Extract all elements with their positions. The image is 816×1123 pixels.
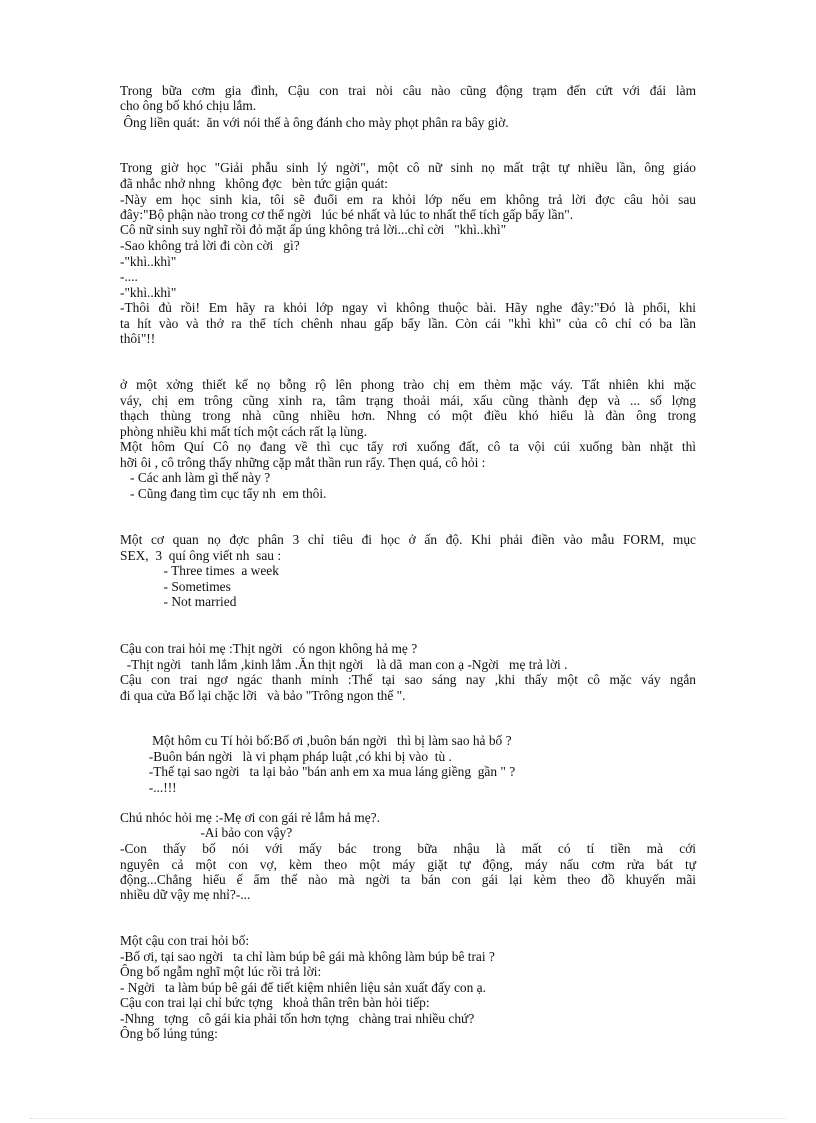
- text-line: phòng nhiều khi mất tích một cách rất lạ lùng.: [120, 424, 367, 439]
- text-line: đã nhắc nhở nhng không đợc bèn tức giận quát:: [120, 176, 388, 191]
- text-line: -Bố ơi, tại sao ngời ta chỉ làm búp bê gái mà không làm búp bê trai ?: [120, 949, 495, 964]
- text-line: đây:"Bộ phận nào trong cơ thể ngời lúc bé nhất và lúc to nhất thể tích gấp bẩy lần".: [120, 207, 574, 222]
- text-line: Một hôm cu Tí hỏi bố:Bố ơi ,buôn bán ngời thì bị làm sao hả bố ?: [132, 733, 512, 748]
- text-line: -...!!!: [132, 780, 177, 795]
- text-line: Ông liền quát: ăn với nói thế à ông đánh cho mày phọt phân ra bây giờ.: [120, 115, 509, 130]
- text-line: -Thịt ngời tanh lắm ,kinh lắm .Ăn thịt ngời là dã man con ạ -Ngời mẹ trả lời .: [120, 657, 568, 672]
- text-line: - Three times a week: [120, 563, 279, 578]
- text-line: Một hôm Quí Cô nọ đang về thì cục tẩy rơi xuống đất, cô ta vội cúi xuống bàn nhặt thì: [120, 439, 696, 454]
- text-line: -Con thấy bố nói với mấy bác trong bữa nhậu là mất có tí tiền mà cới: [120, 841, 696, 856]
- text-line: Ông bố lúng túng:: [120, 1026, 218, 1041]
- text-line: - Các anh làm gì thế này ?: [120, 470, 271, 485]
- text-line: thôi"!!: [120, 331, 156, 346]
- text-line: - Sometimes: [120, 579, 231, 594]
- text-line: thạch thùng trong nhà cũng nhiều hơn. Nhng có một điều khó hiểu là đàn ông trong: [120, 408, 696, 423]
- text-line: đi qua cửa Bố lại chặc lỡi và bảo "Trông ngon thế ".: [120, 688, 406, 703]
- text-line: Cô nữ sinh suy nghĩ rồi đỏ mặt ấp úng không trả lời...chỉ cời "khì..khì": [120, 222, 507, 237]
- text-line: -"khì..khì": [120, 285, 177, 300]
- text-line: Một cậu con trai hỏi bố:: [120, 933, 250, 948]
- text-line: Cậu con trai lại chỉ bức tợng khoả thân trên bàn hỏi tiếp:: [120, 995, 430, 1010]
- text-line: Trong bữa cơm gia đình, Cậu con trai nòi câu nào cũng động trạm đến cứt với đái làm: [120, 83, 696, 98]
- text-line: cho ông bố khó chịu lắm.: [120, 98, 257, 113]
- text-line: Cậu con trai ngơ ngác thanh minh :Thế tại sao sáng nay ,khi thấy một cô mặc váy ngắn: [120, 672, 696, 687]
- text-line: -Sao không trả lời đi còn cời gì?: [120, 238, 300, 253]
- text-line: -Này em học sinh kia, tôi sẽ đuổi em ra khỏi lớp nếu em không trả lời đợc câu hỏi sau: [120, 192, 696, 207]
- text-line: động...Chẳng hiểu ế ẩm thế nào mà ngời ta bán con gái lại kèm theo đồ khuyến mãi: [120, 872, 696, 887]
- text-line: - Ngời ta làm búp bê gái để tiết kiệm nhiên liệu sản xuất đấy con ạ.: [120, 980, 486, 995]
- text-line: -Ai bảo con vậy?: [120, 825, 293, 840]
- text-line: -Buôn bán ngời là vi phạm pháp luật ,có khi bị vào tù .: [132, 749, 452, 764]
- text-line: - Not married: [120, 594, 237, 609]
- text-line: Chú nhóc hỏi mẹ :-Mẹ ơi con gái rẻ lắm hả mẹ?.: [120, 810, 380, 825]
- text-line: -Thế tại sao ngời ta lại bảo "bán anh em xa mua láng giềng gần " ?: [132, 764, 516, 779]
- text-line: Ông bố ngẫm nghĩ một lúc rồi trả lời:: [120, 964, 322, 979]
- text-line: ta hít vào và thở ra thể tích chênh nhau gấp bẩy lần. Còn cái "khì khì" của cô chỉ có ba lần: [120, 316, 696, 331]
- text-line: - Cũng đang tìm cục tẩy nh em thôi.: [120, 486, 327, 501]
- text-line: Một cơ quan nọ đợc phân 3 chỉ tiêu đi học ở ấn độ. Khi phải điền vào mẫu FORM, mục: [120, 532, 696, 547]
- text-line: Trong giờ học "Giải phẫu sinh lý ngời", một cô nữ sinh nọ mất trật tự nhiều lần, ông giáo: [120, 160, 696, 175]
- text-line: -Nhng tợng cô gái kia phải tốn hơn tợng chàng trai nhiều chứ?: [120, 1011, 475, 1026]
- text-line: -Thôi đủ rồi! Em hãy ra khỏi lớp ngay vì không thuộc bài. Hãy nghe đây:"Đó là phổi, khi: [120, 300, 696, 315]
- page-bottom-edge: [30, 1118, 786, 1119]
- text-line: SEX, 3 quí ông viết nh sau :: [120, 548, 282, 563]
- text-line: hỡi ôi , cô trông thấy những cặp mắt thần run rẩy. Thẹn quá, cô hỏi :: [120, 455, 486, 470]
- text-line: nguyên cả một con vợ, kèm theo một máy giặt tự động, máy nấu cơm rửa bát tự: [120, 857, 696, 872]
- text-line: Cậu con trai hỏi mẹ :Thịt ngời có ngon không hả mẹ ?: [120, 641, 418, 656]
- text-line: váy, chị em trông cũng xinh ra, tâm trạng thoải mái, xấu cũng thành đẹp và ... số lợng: [120, 393, 696, 408]
- text-line: ở một xởng thiết kế nọ bỗng rộ lên phong trào chị em thèm mặc váy. Tất nhiên khi mặc: [120, 377, 696, 392]
- text-line: nhiều dữ vậy mẹ nhỉ?-...: [120, 887, 251, 902]
- text-line: -....: [120, 269, 138, 284]
- text-line: -"khì..khì": [120, 254, 177, 269]
